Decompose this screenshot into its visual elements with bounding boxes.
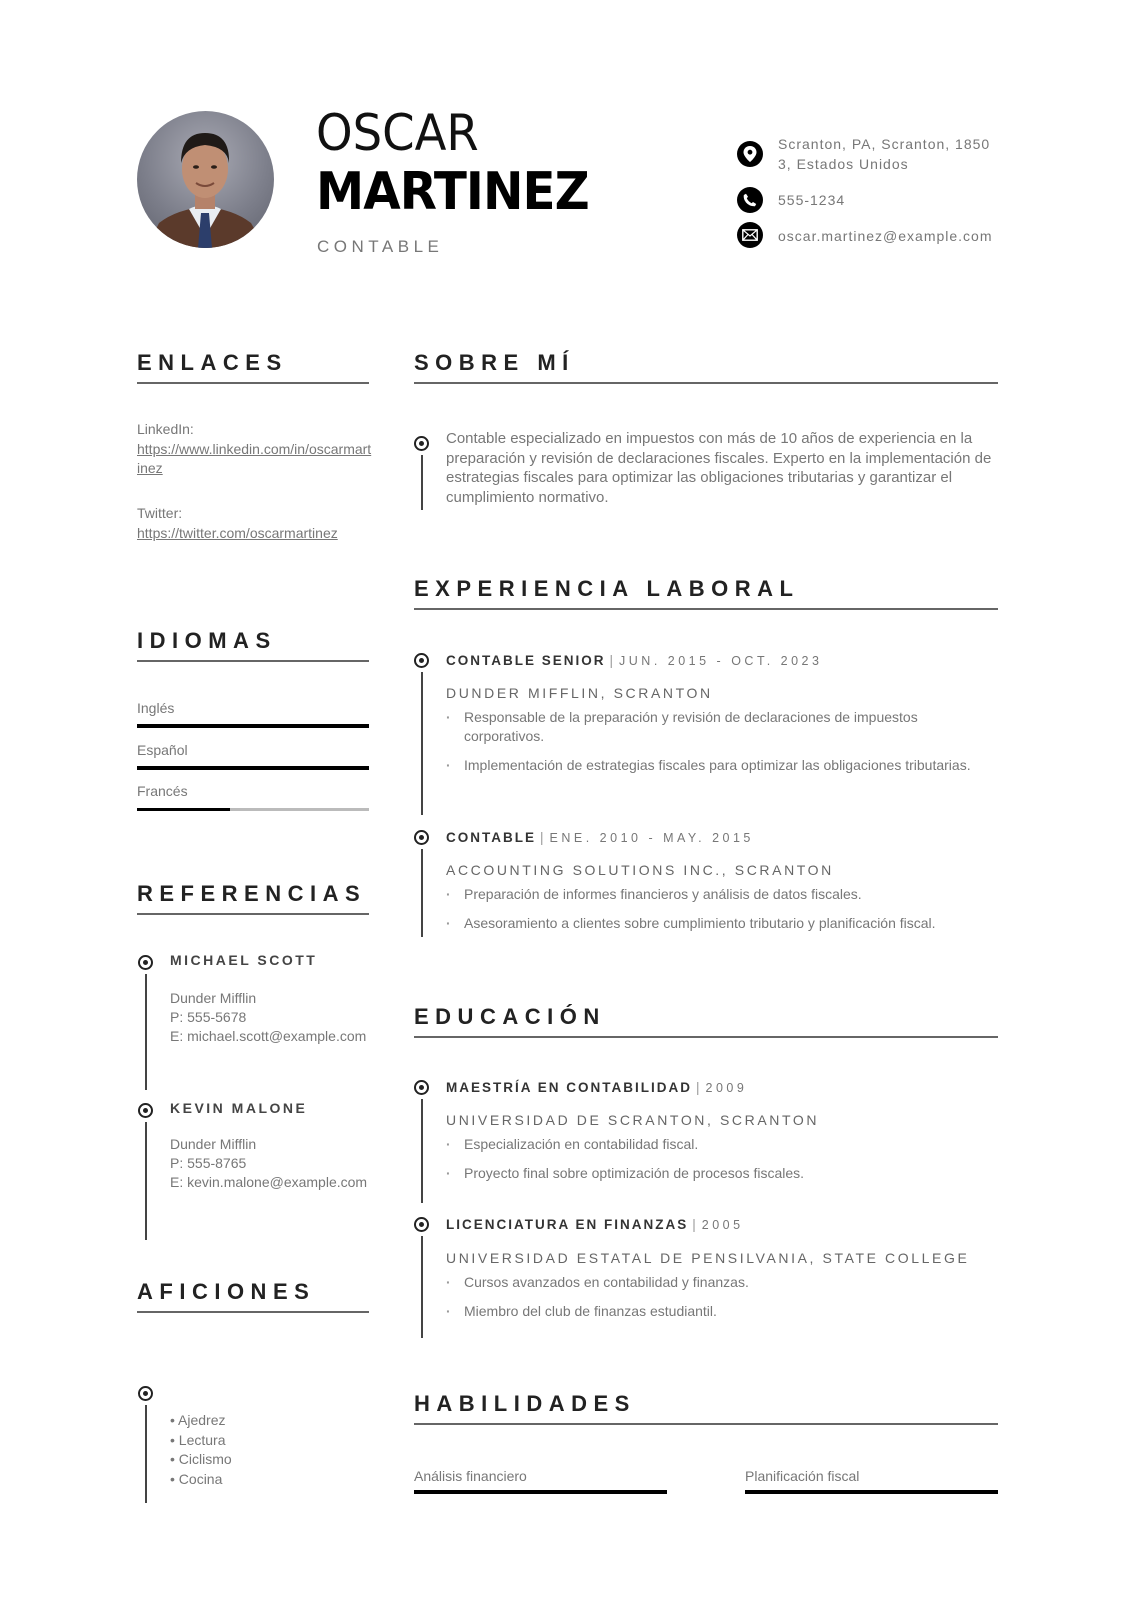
timeline-dot-icon bbox=[414, 436, 429, 451]
language-level-bar bbox=[137, 724, 369, 728]
timeline-dot-icon bbox=[414, 830, 429, 845]
person-portrait-icon bbox=[137, 111, 274, 248]
section-title-references: REFERENCIAS bbox=[137, 883, 369, 915]
linkedin-label: LinkedIn: bbox=[137, 421, 194, 437]
timeline-dot-icon bbox=[414, 1080, 429, 1095]
address-text: Scranton, PA, Scranton, 18503, Estados Unidos bbox=[778, 136, 991, 172]
education-bullets bbox=[446, 1135, 996, 1193]
job-role: CONTABLE bbox=[446, 830, 536, 845]
twitter-label: Twitter: bbox=[137, 505, 183, 521]
location-pin-icon bbox=[737, 141, 763, 167]
section-title-languages: IDIOMAS bbox=[137, 630, 369, 662]
job-bullet: · Responsable de la preparación y revisión de declaraciones de impuestos corporativos. bbox=[446, 708, 996, 746]
job-bullets bbox=[446, 708, 996, 785]
education-heading bbox=[446, 1080, 747, 1095]
section-title-experience: EXPERIENCIA LABORAL bbox=[414, 578, 998, 610]
education-bullets bbox=[446, 1273, 996, 1331]
job-heading bbox=[446, 830, 754, 845]
school: UNIVERSIDAD ESTATAL DE PENSILVANIA, STATE COLLEGE bbox=[446, 1250, 970, 1266]
contact-email bbox=[737, 226, 997, 248]
hobby-item: • Lectura bbox=[170, 1431, 226, 1448]
reference-details bbox=[170, 1135, 370, 1192]
section-title-education: EDUCACIÓN bbox=[414, 1006, 998, 1038]
section-title-skills: HABILIDADES bbox=[414, 1393, 998, 1425]
skill-level-bar bbox=[414, 1490, 667, 1494]
education-bullet: · Especialización en contabilidad fiscal. bbox=[446, 1135, 996, 1154]
skill-name: Planificación fiscal bbox=[745, 1468, 860, 1484]
reference-email[interactable]: E: kevin.malone@example.com bbox=[170, 1174, 368, 1190]
job-dates: ENE. 2010 - MAY. 2015 bbox=[549, 831, 754, 845]
timeline-dot-icon bbox=[414, 653, 429, 668]
timeline-line bbox=[145, 974, 147, 1090]
job-dates: JUN. 2015 - OCT. 2023 bbox=[619, 654, 823, 668]
reference-phone: P: 555-5678 bbox=[170, 1009, 247, 1025]
education-bullet: · Miembro del club de finanzas estudiantil. bbox=[446, 1302, 996, 1321]
reference-name: KEVIN MALONE bbox=[170, 1100, 308, 1116]
language-name: Francés bbox=[137, 783, 188, 799]
education-bullet: · Cursos avanzados en contabilidad y finanzas. bbox=[446, 1273, 996, 1292]
job-role: CONTABLE SENIOR bbox=[446, 653, 606, 668]
reference-name: MICHAEL SCOTT bbox=[170, 952, 318, 968]
job-bullets bbox=[446, 885, 996, 943]
linkedin-link[interactable]: https://www.linkedin.com/in/oscarmartinez bbox=[137, 441, 372, 476]
section-title-hobbies: AFICIONES bbox=[137, 1281, 369, 1313]
school: UNIVERSIDAD DE SCRANTON, SCRANTON bbox=[446, 1112, 820, 1128]
language-name: Español bbox=[137, 742, 188, 758]
hobby-item: • Ciclismo bbox=[170, 1451, 232, 1467]
job-heading bbox=[446, 653, 822, 668]
timeline-dot-icon bbox=[138, 1103, 153, 1118]
timeline-dot-icon bbox=[138, 1386, 153, 1401]
contact-address bbox=[737, 134, 997, 174]
timeline-dot-icon bbox=[414, 1217, 429, 1232]
language-name: Inglés bbox=[137, 700, 175, 716]
reference-email[interactable]: E: michael.scott@example.com bbox=[170, 1028, 367, 1044]
language-level-bar bbox=[137, 808, 369, 811]
separator: | bbox=[692, 1217, 698, 1232]
job-bullet: · Preparación de informes financieros y análisis de datos fiscales. bbox=[446, 885, 996, 904]
timeline-line bbox=[145, 1405, 147, 1503]
education-heading bbox=[446, 1217, 744, 1232]
degree: MAESTRÍA EN CONTABILIDAD bbox=[446, 1080, 692, 1095]
contact-phone bbox=[737, 190, 997, 213]
separator: | bbox=[696, 1080, 702, 1095]
hobby-list bbox=[170, 1411, 232, 1489]
skill-level-bar bbox=[745, 1490, 998, 1494]
envelope-icon bbox=[737, 222, 763, 248]
phone-text[interactable]: 555-1234 bbox=[778, 192, 846, 208]
last-name: MARTINEZ bbox=[316, 162, 589, 222]
separator: | bbox=[540, 830, 546, 845]
about-text: Contable especializado en impuestos con más de 10 años de experiencia en la preparación y revisión de declaraciones fiscales. Experto en la implementación de estrategias fiscales para optimizar las obligaciones tributarias y garantizar el cumplimiento normativo. bbox=[446, 430, 992, 506]
job-bullet: · Implementación de estrategias fiscales para optimizar las obligaciones tributarias. bbox=[446, 756, 996, 775]
email-text[interactable]: oscar.martinez@example.com bbox=[778, 228, 993, 244]
timeline-line bbox=[421, 455, 423, 510]
skill-name: Análisis financiero bbox=[414, 1468, 527, 1484]
timeline-line bbox=[421, 849, 423, 937]
phone-icon bbox=[737, 187, 763, 213]
profile-photo bbox=[137, 111, 274, 248]
graduation-year: 2009 bbox=[705, 1081, 748, 1095]
timeline-dot-icon bbox=[138, 955, 153, 970]
reference-phone: P: 555-8765 bbox=[170, 1155, 247, 1171]
language-level-bar bbox=[137, 766, 369, 770]
timeline-line bbox=[421, 1236, 423, 1338]
reference-company: Dunder Mifflin bbox=[170, 990, 257, 1006]
reference-company: Dunder Mifflin bbox=[170, 1136, 257, 1152]
education-bullet: · Proyecto final sobre optimización de procesos fiscales. bbox=[446, 1164, 996, 1183]
job-company: DUNDER MIFFLIN, SCRANTON bbox=[446, 685, 713, 701]
job-bullet: · Asesoramiento a clientes sobre cumplimiento tributario y planificación fiscal. bbox=[446, 914, 996, 933]
timeline-line bbox=[145, 1122, 147, 1240]
timeline-line bbox=[421, 1099, 423, 1203]
reference-details bbox=[170, 989, 370, 1046]
hobby-item: • Ajedrez bbox=[170, 1412, 226, 1428]
hobby-item: • Cocina bbox=[170, 1470, 223, 1487]
first-name: OSCAR bbox=[316, 104, 479, 162]
separator: | bbox=[609, 653, 616, 668]
graduation-year: 2005 bbox=[701, 1218, 744, 1232]
job-title: CONTABLE bbox=[317, 237, 444, 256]
degree: LICENCIATURA EN FINANZAS bbox=[446, 1217, 689, 1232]
section-title-about: SOBRE MÍ bbox=[414, 352, 998, 384]
job-company: ACCOUNTING SOLUTIONS INC., SCRANTON bbox=[446, 862, 834, 878]
twitter-link[interactable]: https://twitter.com/oscarmartinez bbox=[137, 525, 338, 541]
section-title-links: ENLACES bbox=[137, 352, 369, 384]
timeline-line bbox=[421, 672, 423, 815]
